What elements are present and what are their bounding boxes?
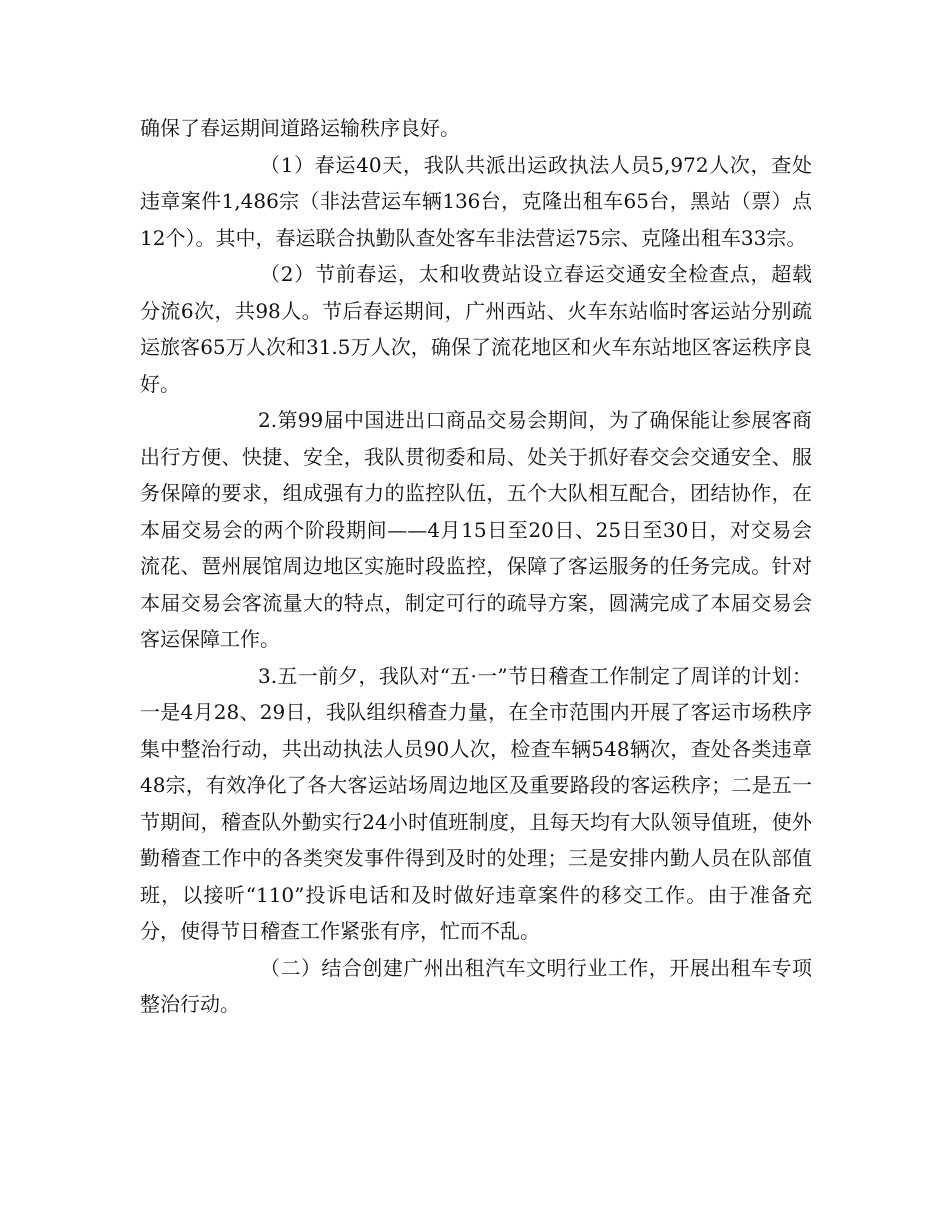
paragraph-heading-two: （二）结合创建广州出租汽车文明行业工作，开展出租车专项整治行动。 bbox=[140, 955, 812, 1016]
document-body bbox=[140, 110, 812, 1023]
paragraph-item-1: （1）春运40天，我队共派出运政执法人员5,972人次，查处违章案件1,486宗（非法营运车辆136台，克隆出租车65台，黑站（票）点12个）。其中，春运联合执勤队查处客车非法营运75宗、克隆出租车33宗。 bbox=[140, 152, 812, 250]
paragraph-section-2: 2.第99届中国进出口商品交易会期间，为了确保能让参展客商出行方便、快捷、安全，我队贯彻委和局、处关于抓好春交会交通安全、服务保障的要求，组成强有力的监控队伍，五个大队相互配合，团结协作，在本届交易会的两个阶段期间——4月15日至20日、25日至30日，对交易会流花、琶州展馆周边地区实施时段监控，保障了客运服务的任务完成。针对本届交易会客流量大的特点，制定可行的疏导方案，圆满完成了本届交易会客运保障工作。 bbox=[140, 408, 812, 651]
paragraph-item-2: （2）节前春运，太和收费站设立春运交通安全检查点，超载分流6次，共98人。节后春运期间，广州西站、火车东站临时客运站分别疏运旅客65万人次和31.5万人次，确保了流花地区和火车东站地区客运秩序良好。 bbox=[140, 262, 812, 396]
paragraph-continuation: 确保了春运期间道路运输秩序良好。 bbox=[140, 116, 460, 140]
paragraph-section-3: 3.五一前夕，我队对“五·一”节日稽查工作制定了周详的计划：一是4月28、29日，我队组织稽查力量，在全市范围内开展了客运市场秩序集中整治行动，共出动执法人员90人次，检查车辆548辆次，查处各类违章48宗，有效净化了各大客运站场周边地区及重要路段的客运秩序；二是五一节期间，稽查队外勤实行24小时值班制度，且每天均有大队领导值班，使外勤稽查工作中的各类突发事件得到及时的处理；三是安排内勤人员在队部值班，以接听“110”投诉电话和及时做好违章案件的移交工作。由于准备充分，使得节日稽查工作紧张有序，忙而不乱。 bbox=[140, 663, 812, 943]
